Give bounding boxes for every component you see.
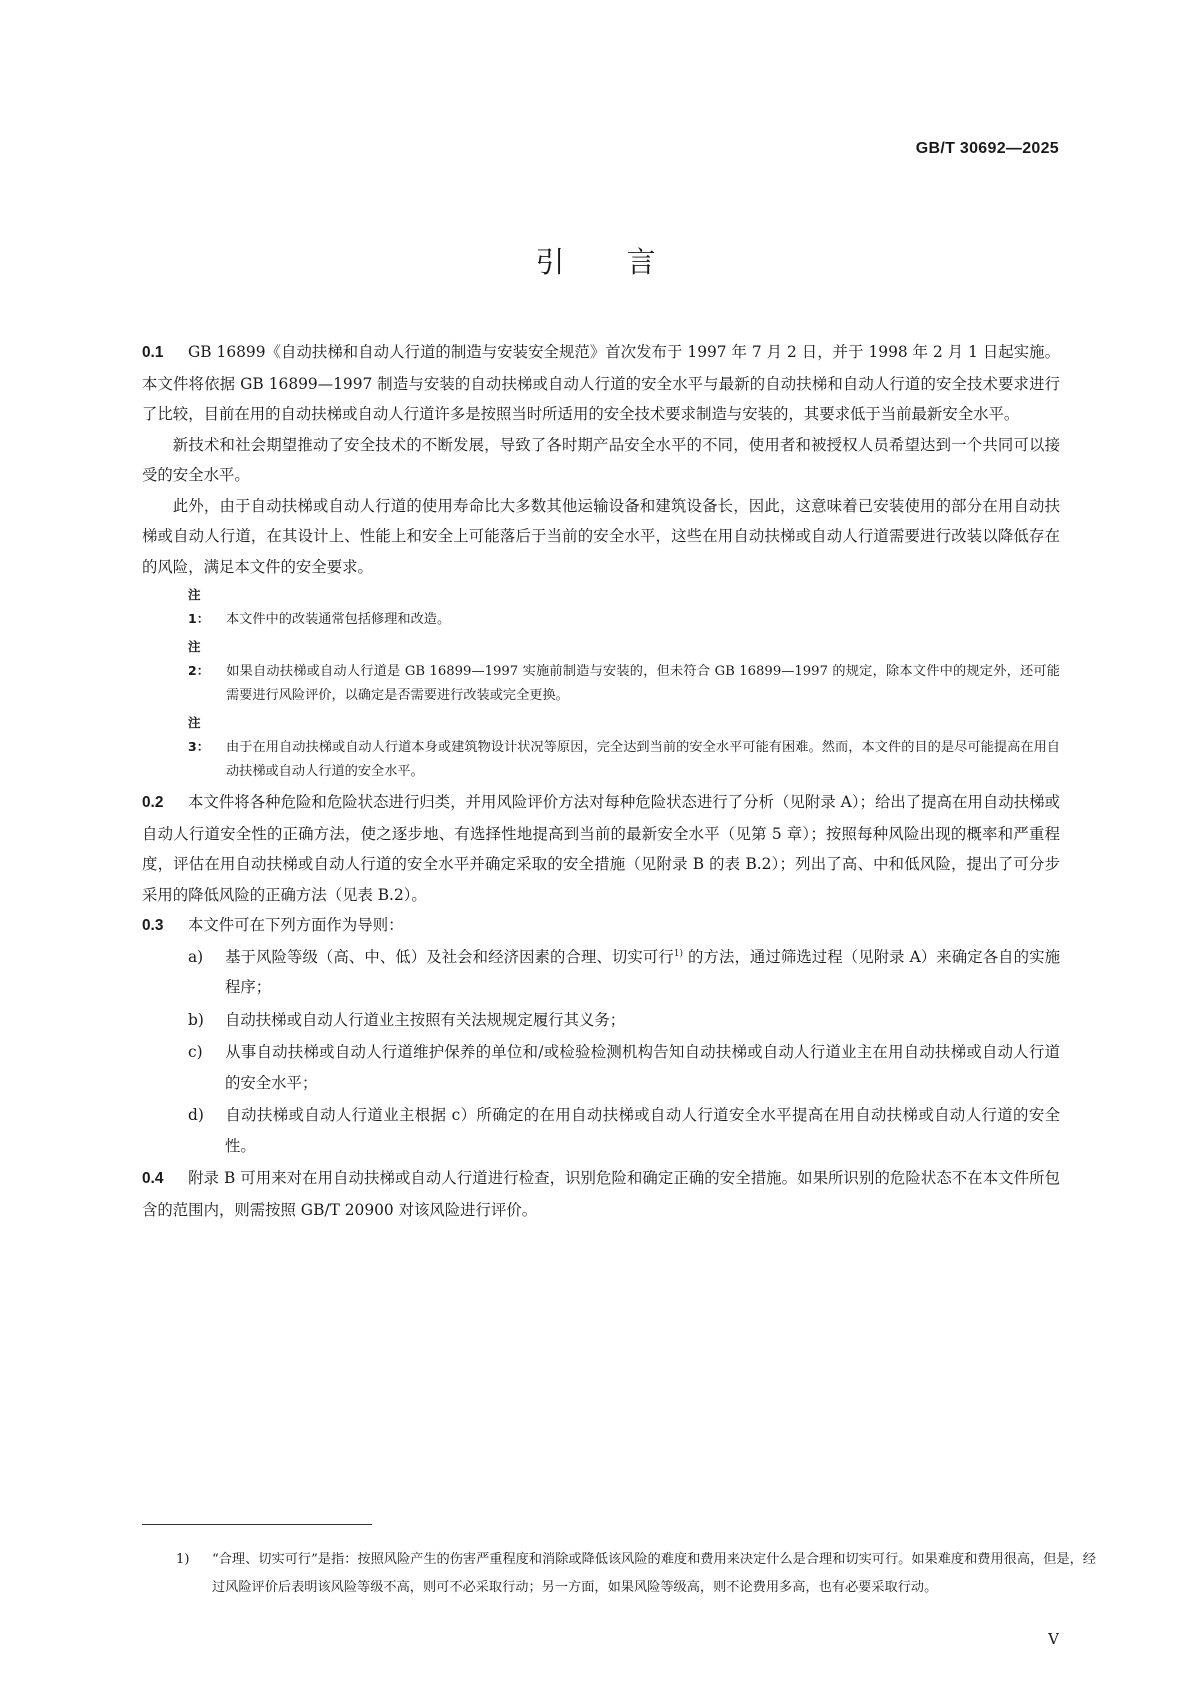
- note-label: 注 2：: [188, 639, 210, 678]
- footnote-divider: [142, 1524, 372, 1525]
- list-item-a: a) 基于风险等级（高、中、低）及社会和经济因素的合理、切实可行$^{1)}$ 的方法，通过筛选过程（见附录 A）来确定各自的实施程序；: [188, 942, 1060, 1003]
- note-label: 注 3：: [188, 715, 210, 754]
- document-code: GB/T 30692—2025: [915, 140, 1059, 157]
- section-0-1-paragraph-2: 新技术和社会期望推动了安全技术的不断发展，导致了各时期产品安全水平的不同，使用者和被授权人员希望达到一个共同可以接受的安全水平。: [142, 435, 1060, 484]
- section-number: 0.2: [142, 794, 164, 811]
- note-1: 注 1： 本文件中的改装通常包括修理和改造。: [188, 583, 1060, 632]
- list-item-d: d) 自动扶梯或自动人行道业主根据 c）所确定的在用自动扶梯或自动人行道安全水平提高在用自动扶梯或自动人行道的安全性。: [188, 1100, 1060, 1161]
- list-label: d): [188, 1106, 204, 1124]
- footnote-reference[interactable]: 1): [673, 948, 684, 959]
- section-0-1-paragraph-3: 此外，由于自动扶梯或自动人行道的使用寿命比大多数其他运输设备和建筑设备长，因此，这意味着已安装使用的部分在用自动扶梯或自动人行道，在其设计上、性能上和安全上可能落后于当前的安全水平，这些在用自动扶梯或自动人行道需要进行改装以降低存在的风险，满足本文件的安全要求。: [142, 496, 1060, 576]
- list-label: c): [188, 1043, 203, 1061]
- list-item-b: b) 自动扶梯或自动人行道业主按照有关法规规定履行其义务；: [188, 1005, 1060, 1036]
- page-title: 引言: [535, 245, 718, 279]
- list-label: a): [188, 947, 204, 966]
- note-2: 注 2： 如果自动扶梯或自动人行道是 GB 16899—1997 实施前制造与安装的，但未符合 GB 16899—1997 的规定，除本文件中的规定外，还可能需要进行风险评价，以确定是否需要进行改装或完全更换。: [188, 635, 1060, 708]
- section-0-1-paragraph-1: 0.1 GB 16899《自动扶梯和自动人行道的制造与安装安全规范》首次发布于 1997 年 7 月 2 日，并于 1998 年 2 月 1 日起实施。本文件将依据 GB 16899—1997 制造与安装的自动扶梯或自动人行道的安全水平与最新的自动扶梯和自动人行道的安全技术要求进行了比较，目前在用的自动扶梯或自动人行道许多是按照当时所适用的安全技术要求制造与安装的，其要求低于当前最新安全水平。: [142, 337, 1060, 430]
- note-3: 注 3： 由于在用自动扶梯或自动人行道本身或建筑物设计状况等原因，完全达到当前的安全水平可能有困难。然而，本文件的目的是尽可能提高在用自动扶梯或自动人行道的安全水平。: [188, 711, 1060, 784]
- section-0-4: 0.4 附录 B 可用来对在用自动扶梯或自动人行道进行检查，识别危险和确定正确的安全措施。如果所识别的危险状态不在本文件所包含的范围内，则需按照 GB/T 20900 对该风险进行评价。: [142, 1163, 1060, 1225]
- section-number: 0.4: [142, 1170, 164, 1187]
- section-0-2: 0.2 本文件将各种危险和危险状态进行归类，并用风险评价方法对每种危险状态进行了分析（见附录 A）；给出了提高在用自动扶梯或自动人行道安全性的正确方法，使之逐步地、有选择性地提高到当前的最新安全水平（见第 5 章）；按照每种风险出现的概率和严重程度，评估在用自动扶梯或自动人行道的安全水平并确定采取的安全措施（见附录 B 的表 B.2）；列出了高、中和低风险，提出了可分步采用的降低风险的正确方法（见表 B.2）。: [142, 787, 1060, 910]
- section-0-3: 0.3 本文件可在下列方面作为导则：: [142, 910, 1060, 942]
- document-body: [142, 337, 1060, 1225]
- list-label: b): [188, 1010, 204, 1029]
- page-number: V: [1048, 1630, 1059, 1648]
- footnote-label: 1): [176, 1552, 190, 1567]
- list-item-c: c) 从事自动扶梯或自动人行道维护保养的单位和/或检验检测机构告知自动扶梯或自动人行道业主在用自动扶梯或自动人行道的安全水平；: [188, 1037, 1060, 1098]
- footnote: 1) “合理、切实可行”是指：按照风险产生的伤害严重程度和消除或降低该风险的难度和费用来决定什么是合理和切实可行。如果难度和费用很高，但是，经过风险评价后表明该风险等级不高，则可不必采取行动；另一方面，如果风险等级高，则不论费用多高，也有必要采取行动。: [176, 1546, 1096, 1601]
- section-number: 0.1: [142, 344, 164, 361]
- note-label: 注 1：: [188, 587, 210, 626]
- section-number: 0.3: [142, 917, 164, 934]
